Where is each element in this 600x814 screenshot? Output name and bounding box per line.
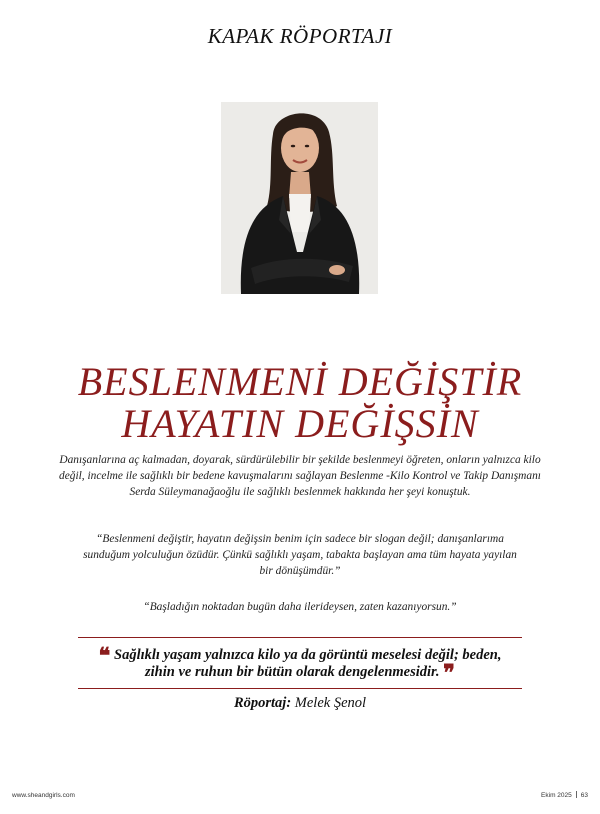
section-label: KAPAK RÖPORTAJI xyxy=(207,24,393,48)
cover-portrait-photo xyxy=(221,102,378,294)
pull-quote-text xyxy=(78,643,522,685)
footer-page-number: 63 xyxy=(580,792,588,799)
footer-issue-info xyxy=(541,791,588,799)
open-quote-icon: ❝ xyxy=(98,643,111,668)
pull-quote xyxy=(78,637,522,689)
headline xyxy=(0,361,600,445)
footer-issue: Ekim 2025 xyxy=(541,792,572,799)
portrait-illustration xyxy=(221,102,378,294)
close-quote-icon: ❞ xyxy=(443,660,455,685)
headline-line-1: BESLENMENİ DEĞİŞTİR xyxy=(77,359,523,404)
footer-divider xyxy=(576,791,577,798)
lead-paragraph: Danışanlarına aç kalmadan, doyarak, sürdürülebilir bir şekilde beslenmeyi öğreten, onların yalnızca kilo değil, incelme ile sağlıklı bir bedene kavuşmalarını sağlayan Beslenme -Kilo Kontrol ve Takip Danışmanı Serda Süleymanağaoğlu ile sağlıklı beslenmek hakkında her şeyi konuştuk. xyxy=(59,454,541,498)
pull-quote-line-1: Sağlıklı yaşam yalnızca kilo ya da görüntü meselesi değil; beden, xyxy=(114,647,502,663)
headline-line-2: HAYATIN DEĞİŞSİN xyxy=(121,401,479,446)
byline xyxy=(0,695,600,712)
pull-quote-line-2: zihin ve ruhun bir bütün olarak dengelenmesidir. xyxy=(145,664,440,680)
quote-paragraph-2: “Başladığın noktadan bugün daha ilerideysen, zaten kazanıyorsun.” xyxy=(143,601,457,613)
byline-name: Melek Şenol xyxy=(294,695,367,711)
byline-label: Röportaj: xyxy=(233,695,292,711)
footer-url[interactable]: www.sheandgirls.com xyxy=(12,792,75,799)
quote-paragraph-1: “Beslenmeni değiştir, hayatın değişsin benim için sadece bir slogan değil; danışanlarıma sunduğum yolculuğun özüdür. Çünkü sağlıklı yaşam, tabakta başlayan ama tüm hayata yayılan bir dönüşümdür.” xyxy=(83,533,517,577)
